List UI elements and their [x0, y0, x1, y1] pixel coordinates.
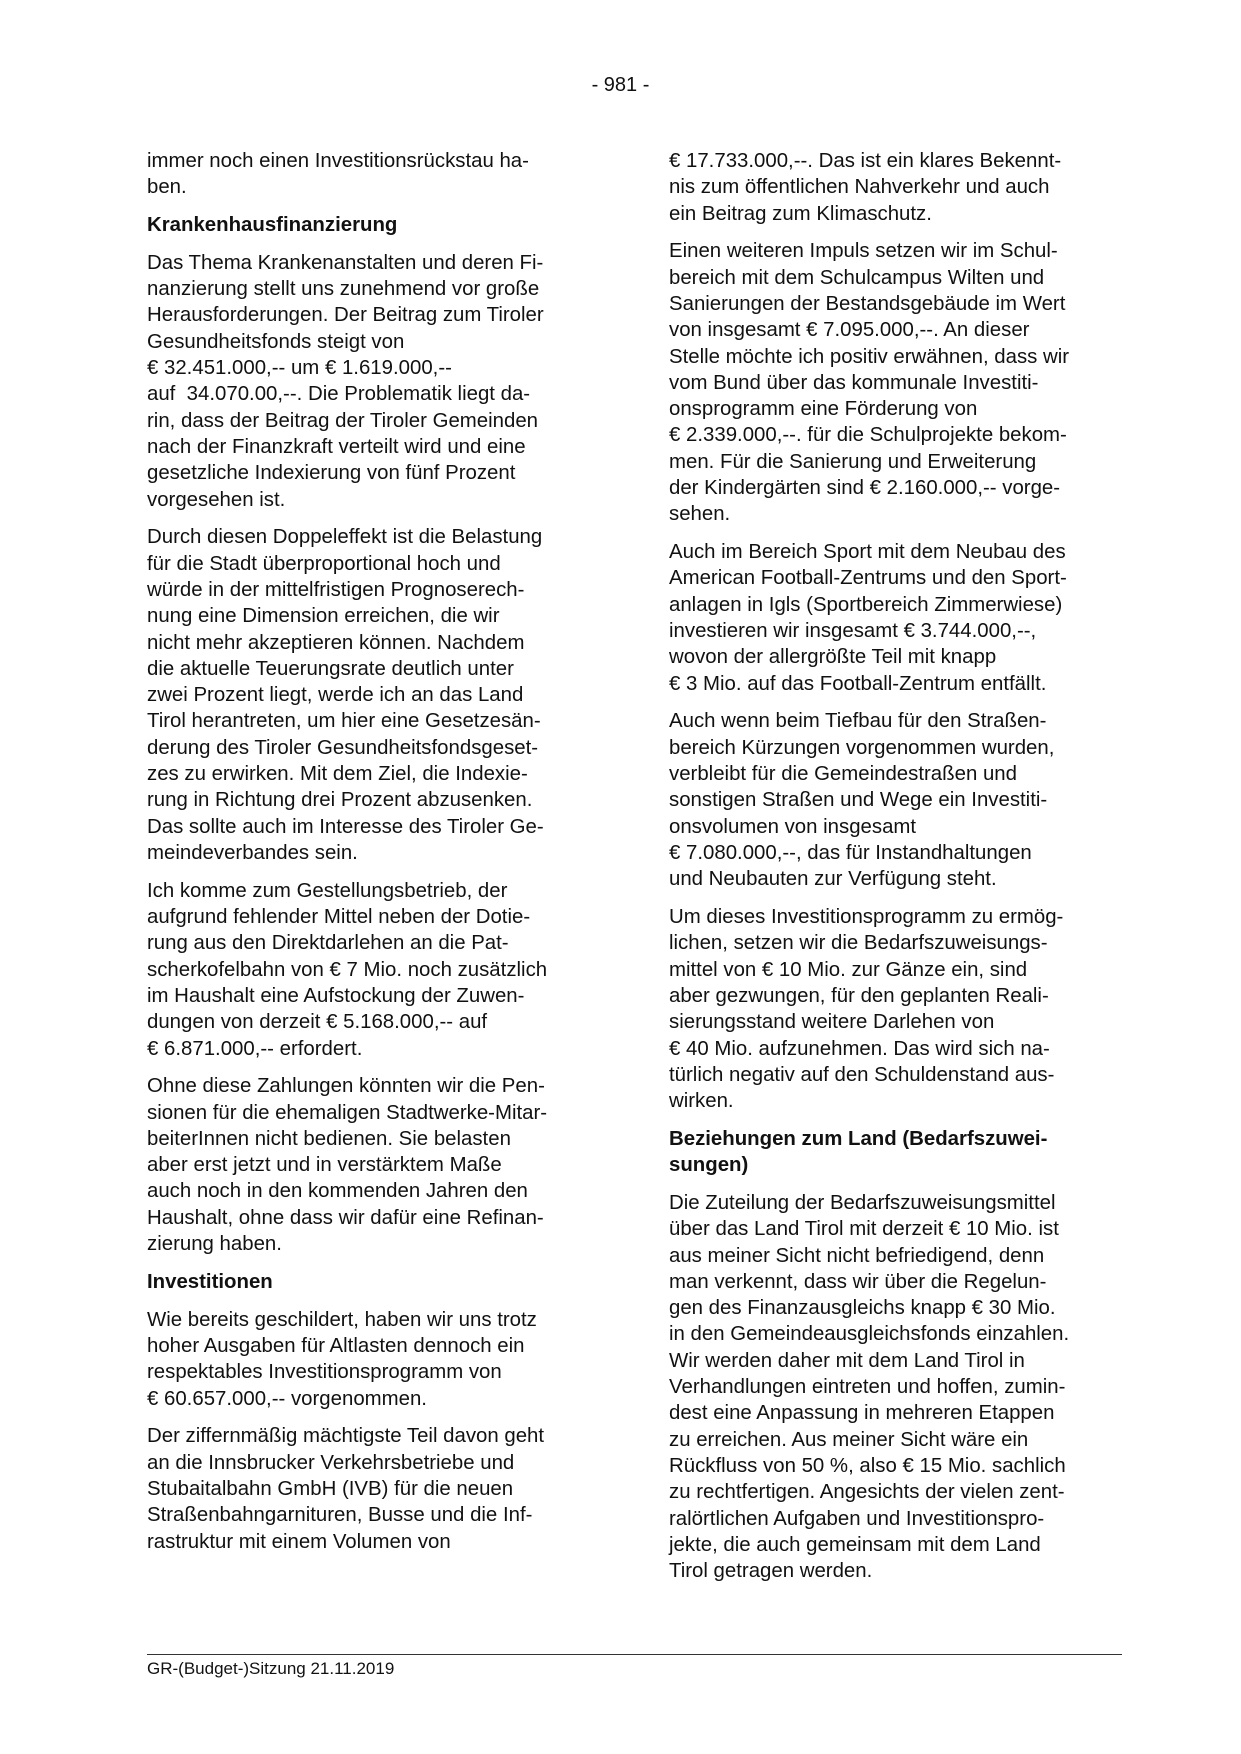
text-line: aus meiner Sicht nicht befriedigend, denn [669, 1244, 1045, 1267]
text-line: Ohne diese Zahlungen könnten wir die Pen- [147, 1075, 545, 1098]
text-line: Auch im Bereich Sport mit dem Neubau des [669, 541, 1066, 564]
text-line: Haushalt, ohne dass wir dafür eine Refinan- [147, 1206, 544, 1229]
text-line: sehen. [669, 503, 731, 526]
paragraph [669, 1190, 1119, 1584]
text-line: zes zu erwirken. Mit dem Ziel, die Indexie- [147, 763, 528, 786]
text-line: ralörtlichen Aufgaben und Investitionspro- [669, 1507, 1045, 1530]
text-line: an die Innsbrucker Verkehrsbetriebe und [147, 1451, 515, 1474]
text-line: Investitionen [147, 1270, 273, 1293]
text-line: rin, dass der Beitrag der Tiroler Gemeinden [147, 409, 539, 432]
text-line: sionen für die ehemaligen Stadtwerke-Mitar- [147, 1101, 548, 1124]
text-line: anlagen in Igls (Sportbereich Zimmerwiese) [669, 593, 1063, 616]
paragraph [147, 1307, 597, 1412]
paragraph [669, 539, 1119, 697]
text-line: € 17.733.000,--. Das ist ein klares Bekennt- [669, 150, 1062, 172]
text-line: Einen weiteren Impuls setzen wir im Schul- [669, 240, 1058, 263]
text-line: zu rechtfertigen. Angesichts der vielen zent- [669, 1481, 1065, 1504]
text-line: rung in Richtung drei Prozent abzusenken. [147, 789, 533, 812]
paragraph [147, 148, 597, 201]
paragraph [147, 878, 597, 1062]
text-line: rastruktur mit einem Volumen von [147, 1530, 451, 1553]
text-line: über das Land Tirol mit derzeit € 10 Mio. ist [669, 1218, 1059, 1241]
text-line: sierungsstand weitere Darlehen von [669, 1011, 995, 1034]
text-line: im Haushalt eine Aufstockung der Zuwen- [147, 984, 525, 1007]
text-line: in den Gemeindeausgleichsfonds einzahlen. [669, 1323, 1070, 1346]
text-line: € 7.080.000,--, das für Instandhaltungen [669, 841, 1032, 864]
text-line: Um dieses Investitionsprogramm zu ermög- [669, 906, 1064, 929]
text-line: für die Stadt überproportional hoch und [147, 552, 501, 575]
text-line: onsvolumen von insgesamt [669, 815, 917, 838]
footer-session-label: GR-(Budget-)Sitzung 21.11.2019 [147, 1659, 395, 1678]
text-line: gen des Finanzausgleichs knapp € 30 Mio. [669, 1297, 1056, 1320]
text-line: jekte, die auch gemeinsam mit dem Land [669, 1533, 1041, 1556]
text-line: zwei Prozent liegt, werde ich an das Land [147, 684, 524, 707]
text-line: Tirol getragen werden. [669, 1560, 873, 1583]
text-line: hoher Ausgaben für Altlasten dennoch ein [147, 1334, 525, 1357]
page-number: - 981 - [591, 74, 650, 96]
text-line: € 3 Mio. auf das Football-Zentrum entfällt. [669, 672, 1047, 695]
text-line: Tirol herantreten, um hier eine Gesetzesän- [147, 710, 541, 733]
text-line: ein Beitrag zum Klimaschutz. [669, 202, 932, 225]
text-line: meindeverbandes sein. [147, 841, 358, 864]
text-line: mittel von € 10 Mio. zur Gänze ein, sind [669, 958, 1028, 981]
text-line: nicht mehr akzeptieren können. Nachdem [147, 631, 525, 654]
text-line: nis zum öffentlichen Nahverkehr und auch [669, 176, 1050, 199]
text-line: auf 34.070.00,--. Die Problematik liegt da- [147, 383, 531, 406]
text-line: Stelle möchte ich positiv erwähnen, dass wir [669, 345, 1070, 368]
text-line: € 6.871.000,-- erfordert. [147, 1037, 363, 1060]
text-line: scherkofelbahn von € 7 Mio. noch zusätzlich [147, 958, 548, 981]
text-line: Wie bereits geschildert, haben wir uns trotz [147, 1308, 537, 1331]
text-line: Der ziffernmäßig mächtigste Teil davon geht [147, 1425, 545, 1448]
text-line: nung eine Dimension erreichen, die wir [147, 605, 500, 628]
text-line: wovon der allergrößte Teil mit knapp [669, 646, 997, 669]
text-line: Durch diesen Doppeleffekt ist die Belastung [147, 526, 543, 549]
text-line: auch noch in den kommenden Jahren den [147, 1180, 528, 1203]
footer-divider [147, 1654, 1122, 1655]
text-line: dungen von derzeit € 5.168.000,-- auf [147, 1011, 488, 1034]
text-line: nanzierung stellt uns zunehmend vor große [147, 278, 540, 301]
text-line: respektables Investitionsprogramm von [147, 1361, 502, 1384]
text-line: vom Bund über das kommunale Investiti- [669, 371, 1039, 394]
text-line: würde in der mittelfristigen Prognoserech- [147, 578, 525, 601]
text-line: rung aus den Direktdarlehen an die Pat- [147, 932, 509, 955]
text-line: man verkennt, dass wir über die Regelun- [669, 1270, 1047, 1293]
text-line: die aktuelle Teuerungsrate deutlich unter [147, 657, 514, 680]
text-line: Beziehungen zum Land (Bedarfszuwei- [669, 1127, 1048, 1150]
text-line: Wir werden daher mit dem Land Tirol in [669, 1349, 1025, 1372]
text-line: Straßenbahngarnituren, Busse und die Inf- [147, 1504, 533, 1527]
text-line: investieren wir insgesamt € 3.744.000,--, [669, 620, 1037, 643]
text-line: derung des Tiroler Gesundheitsfondsgeset- [147, 736, 539, 759]
text-line: aber erst jetzt und in verstärktem Maße [147, 1154, 502, 1177]
text-line: von insgesamt € 7.095.000,--. An dieser [669, 319, 1030, 342]
text-line: lichen, setzen wir die Bedarfszuweisungs- [669, 932, 1048, 955]
text-line: onsprogramm eine Förderung von [669, 398, 978, 421]
text-line: bereich Kürzungen vorgenommen wurden, [669, 736, 1055, 759]
text-line: nach der Finanzkraft verteilt wird und eine [147, 435, 526, 458]
text-line: Ich komme zum Gestellungsbetrieb, der [147, 879, 508, 902]
text-line: Auch wenn beim Tiefbau für den Straßen- [669, 710, 1047, 733]
text-line: Sanierungen der Bestandsgebäude im Wert [669, 292, 1066, 315]
text-line: ben. [147, 176, 187, 199]
paragraph [669, 238, 1119, 527]
text-line: der Kindergärten sind € 2.160.000,-- vorge- [669, 477, 1061, 500]
text-line: sonstigen Straßen und Wege ein Investiti- [669, 789, 1048, 812]
text-line: Herausforderungen. Der Beitrag zum Tiroler [147, 304, 544, 327]
text-line: dest eine Anpassung in mehreren Etappen [669, 1402, 1055, 1425]
text-line: Krankenhausfinanzierung [147, 214, 398, 237]
text-line: zierung haben. [147, 1233, 282, 1256]
text-line: Verhandlungen eintreten und hoffen, zumin- [669, 1376, 1066, 1399]
text-line: aufgrund fehlender Mittel neben der Dotie- [147, 906, 531, 929]
text-line: und Neubauten zur Verfügung steht. [669, 868, 997, 891]
text-line: Das sollte auch im Interesse des Tiroler Ge- [147, 815, 544, 838]
paragraph [147, 250, 597, 513]
text-line: vorgesehen ist. [147, 488, 286, 511]
section-heading [147, 1269, 597, 1295]
text-line: beiterInnen nicht bedienen. Sie belasten [147, 1127, 511, 1150]
text-line: türlich negativ auf den Schuldenstand aus- [669, 1063, 1055, 1086]
text-line: € 60.657.000,-- vorgenommen. [147, 1387, 427, 1410]
section-heading [147, 212, 597, 238]
text-line: € 32.451.000,-- um € 1.619.000,-- [147, 357, 452, 380]
text-line: verbleibt für die Gemeindestraßen und [669, 763, 1017, 786]
text-line: Rückfluss von 50 %, also € 15 Mio. sachlich [669, 1454, 1066, 1477]
text-line: men. Für die Sanierung und Erweiterung [669, 450, 1037, 473]
right-column [669, 148, 1119, 1596]
paragraph [669, 708, 1119, 892]
text-line: Das Thema Krankenanstalten und deren Fi- [147, 251, 544, 274]
paragraph [147, 1073, 597, 1257]
left-column [147, 148, 597, 1566]
paragraph [669, 148, 1119, 227]
text-line: Gesundheitsfonds steigt von [147, 330, 405, 353]
text-line: sungen) [669, 1154, 749, 1177]
text-line: Stubaitalbahn GmbH (IVB) für die neuen [147, 1477, 514, 1500]
section-heading [669, 1126, 1119, 1179]
text-line: Die Zuteilung der Bedarfszuweisungsmittel [669, 1191, 1056, 1214]
text-line: € 2.339.000,--. für die Schulprojekte bekom- [669, 424, 1067, 447]
paragraph [147, 1423, 597, 1554]
text-line: aber gezwungen, für den geplanten Reali- [669, 984, 1049, 1007]
text-line: American Football-Zentrums und den Sport- [669, 567, 1067, 590]
text-line: gesetzliche Indexierung von fünf Prozent [147, 462, 516, 485]
text-line: bereich mit dem Schulcampus Wilten und [669, 266, 1045, 289]
paragraph [669, 904, 1119, 1114]
text-line: immer noch einen Investitionsrückstau ha- [147, 150, 529, 172]
paragraph [147, 524, 597, 866]
text-line: € 40 Mio. aufzunehmen. Das wird sich na- [669, 1037, 1050, 1060]
text-line: wirken. [669, 1090, 734, 1113]
text-line: zu erreichen. Aus meiner Sicht wäre ein [669, 1428, 1029, 1451]
